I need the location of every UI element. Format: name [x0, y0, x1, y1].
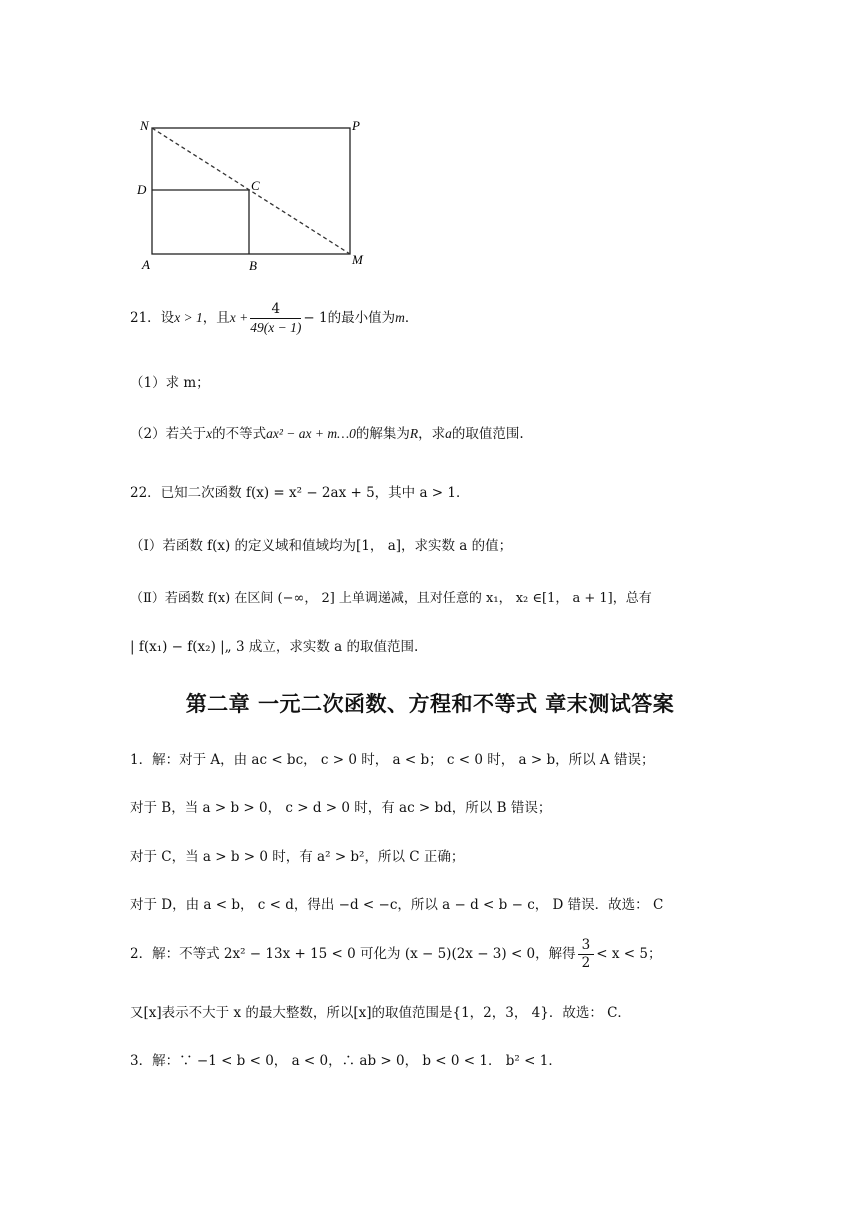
q21-p2-a: （2）若关于	[130, 426, 207, 442]
q21-p2-e: 的取值范围.	[451, 426, 524, 442]
label-M: M	[352, 252, 363, 267]
q22-part2-line2: | f(x₁) − f(x₂) |„ 3 成立，求实数 a 的取值范围.	[130, 639, 419, 655]
q21-expr-post: − 1	[303, 310, 328, 326]
q21-p2-a-var: a	[445, 426, 452, 441]
q21-frac-num: 4	[250, 302, 301, 319]
label-A: A	[142, 257, 150, 272]
q21-p2-c: 的解集为	[355, 426, 410, 442]
answer-3-line1: 3．解：∵ −1 < b < 0， a < 0，∴ ab > 0， b < 0 < 1． b² < 1．	[130, 1053, 562, 1069]
label-D: D	[137, 182, 147, 197]
q21-number: 21．设	[130, 310, 175, 326]
q21-p2-ineq: ax² − ax + m…0	[266, 426, 356, 441]
q21-frac-den: 49(x − 1)	[250, 320, 302, 335]
q21-statement	[130, 302, 418, 335]
answers-title: 第二章 一元二次函数、方程和不等式 章末测试答案	[185, 692, 675, 716]
answer-2-fraction	[578, 938, 595, 971]
answer-2-post: < x < 5；	[596, 946, 662, 962]
q21-tail-pre: 的最小值为	[327, 310, 396, 326]
q21-tail: ．	[404, 310, 419, 326]
q21-expr-pre: x +	[229, 310, 249, 325]
answer-2-frac-num: 3	[578, 938, 595, 955]
q22-part1: （Ⅰ）若函数 f(x) 的定义域和值域均为[1， a]，求实数 a 的值；	[130, 538, 513, 554]
inner-rectangle	[152, 190, 249, 254]
q22-statement: 22．已知二次函数 f(x) = x² − 2ax + 5，其中 a > 1．	[130, 485, 470, 501]
q21-fraction	[250, 302, 301, 335]
q21-p2-x: x	[206, 426, 213, 441]
answer-2-line2: 又[x]表示不大于 x 的最大整数，所以[x]的取值范围是{1，2，3， 4}．故选： C．	[130, 1005, 631, 1021]
q21-part2	[130, 422, 524, 442]
answer-2-line1	[130, 938, 661, 971]
q21-p2-R: R	[409, 426, 419, 441]
q21-conj: ，且	[202, 310, 230, 326]
answer-1-line2: 对于 B，当 a > b > 0， c > d > 0 时，有 ac > bd，所以 B 错误；	[130, 800, 552, 816]
rectangle-diagram	[130, 110, 380, 280]
label-C: C	[251, 178, 260, 193]
answer-1-line4: 对于 D，由 a < b， c < d，得出 −d < −c，所以 a − d < b − c， D 错误．故选： C	[130, 897, 664, 913]
q21-condition: x > 1	[174, 310, 203, 325]
answer-2-frac-den: 2	[581, 955, 591, 971]
q21-m: m	[395, 310, 405, 325]
answer-2-pre: 2．解：不等式 2x² − 13x + 15 < 0 可化为 (x − 5)(2x − 3) < 0，解得	[130, 946, 576, 962]
answer-1-line1: 1．解：对于 A，由 ac < bc， c > 0 时， a < b； c < 0 时， a > b，所以 A 错误；	[130, 752, 655, 768]
label-N: N	[140, 118, 149, 133]
q21-p2-d: ，求	[418, 426, 446, 442]
label-P: P	[352, 118, 360, 133]
q21-part1: （1）求 m；	[130, 375, 210, 391]
label-B: B	[249, 258, 257, 273]
q22-part2-line1: （Ⅱ）若函数 f(x) 在区间 (−∞， 2] 上单调递减，且对任意的 x₁， x₂ ∈[1， a + 1]，总有	[130, 591, 652, 606]
answer-1-line3: 对于 C，当 a > b > 0 时，有 a² > b²，所以 C 正确；	[130, 849, 465, 865]
q21-p2-b: 的不等式	[212, 426, 267, 442]
